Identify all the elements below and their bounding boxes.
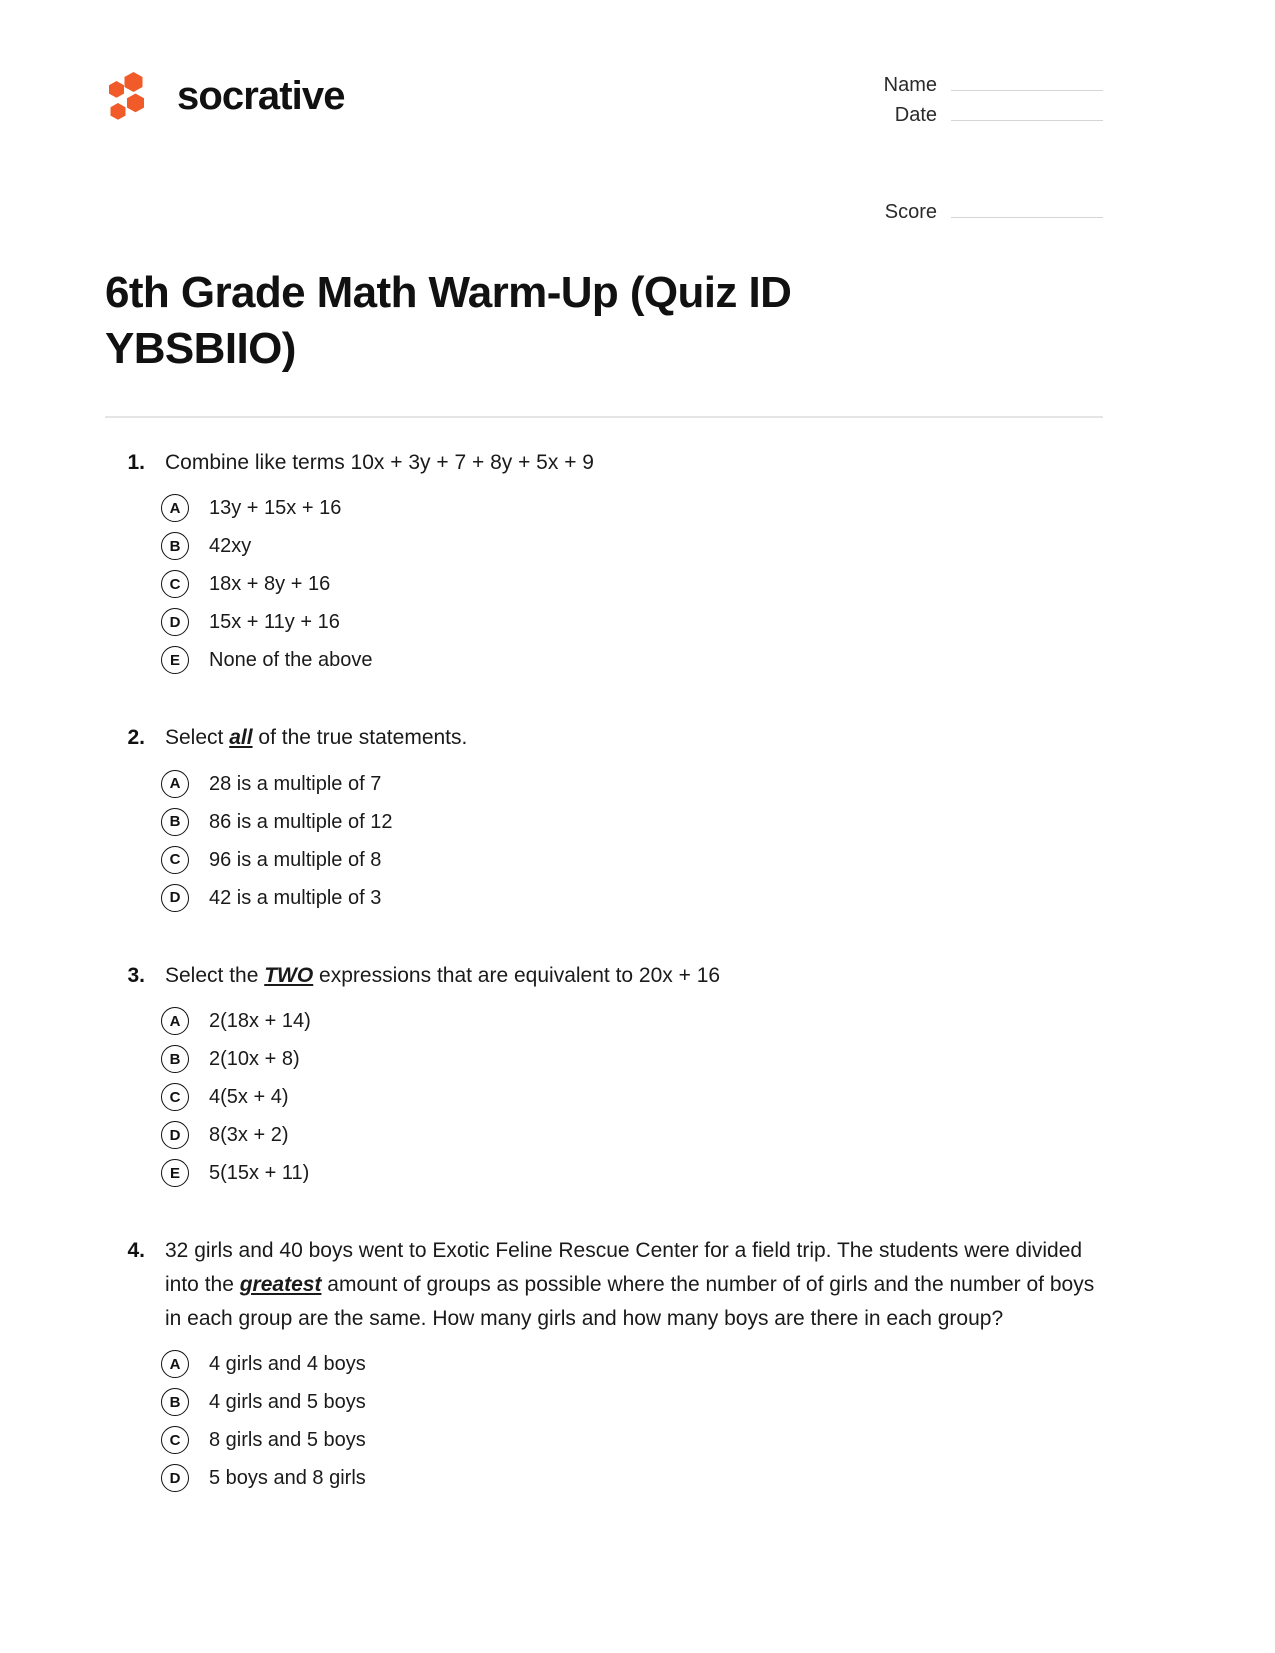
answer-option[interactable] (105, 1387, 1103, 1417)
answer-option-letter-circle-icon[interactable]: D (161, 1464, 189, 1492)
answer-option-label: 5(15x + 11) (209, 1162, 310, 1185)
question-prompt-text: 32 girls and 40 boys went to Exotic Feline Rescue Center for a field trip. The students were divided into the (165, 1239, 1083, 1296)
question-number: 1. (127, 450, 145, 474)
question-header (105, 1234, 1103, 1335)
answer-option[interactable] (105, 1006, 1103, 1036)
answer-option-bullet[interactable] (105, 608, 189, 636)
question-prompt-text: Select the (165, 963, 265, 987)
question-prompt-text: amount of groups as possible where the number of of girls and the number of boys in each group are the same. How many girls and how many boys are there in each group? (165, 1273, 1095, 1330)
name-field-row (884, 74, 1103, 97)
answer-option-label: 2(10x + 8) (209, 1048, 300, 1071)
question-prompt-emphasis: greatest (239, 1273, 322, 1296)
student-meta-fields (884, 62, 1103, 231)
question-number: 4. (127, 1239, 145, 1263)
answer-option-bullet[interactable] (105, 646, 189, 674)
question-item (105, 959, 1103, 1189)
answer-option[interactable] (105, 1425, 1103, 1455)
question-number: 3. (127, 963, 145, 987)
answer-option-bullet[interactable] (105, 570, 189, 598)
question-prompt (165, 959, 1103, 993)
answer-option-bullet[interactable] (105, 1045, 189, 1073)
answer-option-bullet[interactable] (105, 494, 189, 522)
answer-option-bullet[interactable] (105, 1083, 189, 1111)
answer-option-letter-circle-icon[interactable]: C (161, 1426, 189, 1454)
question-prompt (165, 446, 1103, 480)
brand-name: socrative (177, 74, 345, 118)
answer-option-bullet[interactable] (105, 532, 189, 560)
answer-option-label: 5 boys and 8 girls (209, 1467, 366, 1490)
question-item (105, 721, 1103, 913)
answer-option-letter-circle-icon[interactable]: C (161, 846, 189, 874)
answer-option[interactable] (105, 531, 1103, 561)
answer-option-label: None of the above (209, 649, 373, 672)
question-prompt-text: expressions that are equivalent to 20x + 16 (313, 963, 721, 987)
answer-option-label: 4 girls and 5 boys (209, 1391, 366, 1414)
answer-option[interactable] (105, 883, 1103, 913)
answer-option-letter-circle-icon[interactable]: B (161, 532, 189, 560)
answer-option-letter-circle-icon[interactable]: B (161, 808, 189, 836)
answer-options (105, 1349, 1103, 1493)
answer-option-label: 4 girls and 4 boys (209, 1353, 366, 1376)
score-field-row (884, 201, 1103, 224)
answer-option-letter-circle-icon[interactable]: A (161, 494, 189, 522)
answer-option[interactable] (105, 1158, 1103, 1188)
question-prompt-text: Combine like terms 10x + 3y + 7 + 8y + 5x + 9 (165, 450, 594, 474)
answer-option-bullet[interactable] (105, 1464, 189, 1492)
question-prompt (165, 1234, 1103, 1335)
answer-option-label: 42xy (209, 535, 252, 558)
question-prompt (165, 721, 1103, 755)
socrative-hexagon-logo-icon (105, 70, 161, 122)
date-input-line[interactable] (951, 120, 1103, 121)
answer-option[interactable] (105, 1044, 1103, 1074)
question-prompt-emphasis: all (229, 726, 253, 750)
answer-option-label: 86 is a multiple of 12 (209, 810, 393, 833)
answer-option[interactable] (105, 645, 1103, 675)
answer-option-label: 2(18x + 14) (209, 1010, 311, 1033)
answer-option-bullet[interactable] (105, 1388, 189, 1416)
answer-option-label: 42 is a multiple of 3 (209, 886, 382, 909)
answer-option[interactable] (105, 845, 1103, 875)
answer-option-letter-circle-icon[interactable]: A (161, 1007, 189, 1035)
answer-option-letter-circle-icon[interactable]: B (161, 1045, 189, 1073)
answer-option[interactable] (105, 807, 1103, 837)
answer-option-letter-circle-icon[interactable]: B (161, 1388, 189, 1416)
answer-option-letter-circle-icon[interactable]: C (161, 570, 189, 598)
answer-option-label: 13y + 15x + 16 (209, 497, 342, 520)
question-number: 2. (127, 726, 145, 750)
question-header (105, 446, 1103, 480)
answer-option-bullet[interactable] (105, 1426, 189, 1454)
answer-option-letter-circle-icon[interactable]: E (161, 646, 189, 674)
answer-options (105, 493, 1103, 675)
answer-option-bullet[interactable] (105, 1007, 189, 1035)
name-input-line[interactable] (951, 90, 1103, 91)
title-block (0, 231, 930, 378)
page-header (0, 0, 1275, 231)
answer-option-letter-circle-icon[interactable]: D (161, 884, 189, 912)
answer-option-label: 15x + 11y + 16 (209, 611, 340, 634)
answer-option-letter-circle-icon[interactable]: D (161, 608, 189, 636)
name-label: Name (883, 74, 937, 96)
score-label: Score (884, 201, 937, 223)
answer-option[interactable] (105, 769, 1103, 799)
answer-option-bullet[interactable] (105, 770, 189, 798)
answer-option[interactable] (105, 1463, 1103, 1493)
answer-options (105, 1006, 1103, 1188)
question-header (105, 959, 1103, 993)
page-title: 6th Grade Math Warm-Up (Quiz ID YBSBIIO) (105, 268, 792, 374)
answer-option-label: 8(3x + 2) (209, 1124, 289, 1147)
answer-option-label: 28 is a multiple of 7 (209, 772, 382, 795)
answer-option-bullet[interactable] (105, 1350, 189, 1378)
answer-option-letter-circle-icon[interactable]: D (161, 1121, 189, 1149)
answer-option[interactable] (105, 1082, 1103, 1112)
answer-option-bullet[interactable] (105, 1121, 189, 1149)
answer-option-label: 8 girls and 5 boys (209, 1429, 366, 1452)
questions-list (0, 418, 1275, 1494)
answer-option-label: 96 is a multiple of 8 (209, 848, 382, 871)
question-prompt-text: Select (165, 726, 230, 750)
question-item (105, 446, 1103, 676)
answer-option[interactable] (105, 607, 1103, 637)
date-label: Date (894, 104, 937, 126)
question-item (105, 1234, 1103, 1493)
date-field-row (884, 104, 1103, 127)
answer-option[interactable] (105, 1120, 1103, 1150)
answer-option-label: 18x + 8y + 16 (209, 573, 331, 596)
brand-lockup (105, 62, 345, 122)
answer-option-letter-circle-icon[interactable]: C (161, 1083, 189, 1111)
answer-option[interactable] (105, 1349, 1103, 1379)
answer-option[interactable] (105, 569, 1103, 599)
answer-options (105, 769, 1103, 913)
answer-option-label: 4(5x + 4) (209, 1086, 289, 1109)
answer-option[interactable] (105, 493, 1103, 523)
question-prompt-text: of the true statements. (252, 726, 468, 750)
question-prompt-emphasis: TWO (264, 963, 314, 987)
answer-option-bullet[interactable] (105, 846, 189, 874)
answer-option-letter-circle-icon[interactable]: E (161, 1159, 189, 1187)
question-header (105, 721, 1103, 755)
answer-option-bullet[interactable] (105, 1159, 189, 1187)
answer-option-bullet[interactable] (105, 808, 189, 836)
answer-option-letter-circle-icon[interactable]: A (161, 1350, 189, 1378)
answer-option-bullet[interactable] (105, 884, 189, 912)
score-input-line[interactable] (951, 217, 1103, 218)
answer-option-letter-circle-icon[interactable]: A (161, 770, 189, 798)
